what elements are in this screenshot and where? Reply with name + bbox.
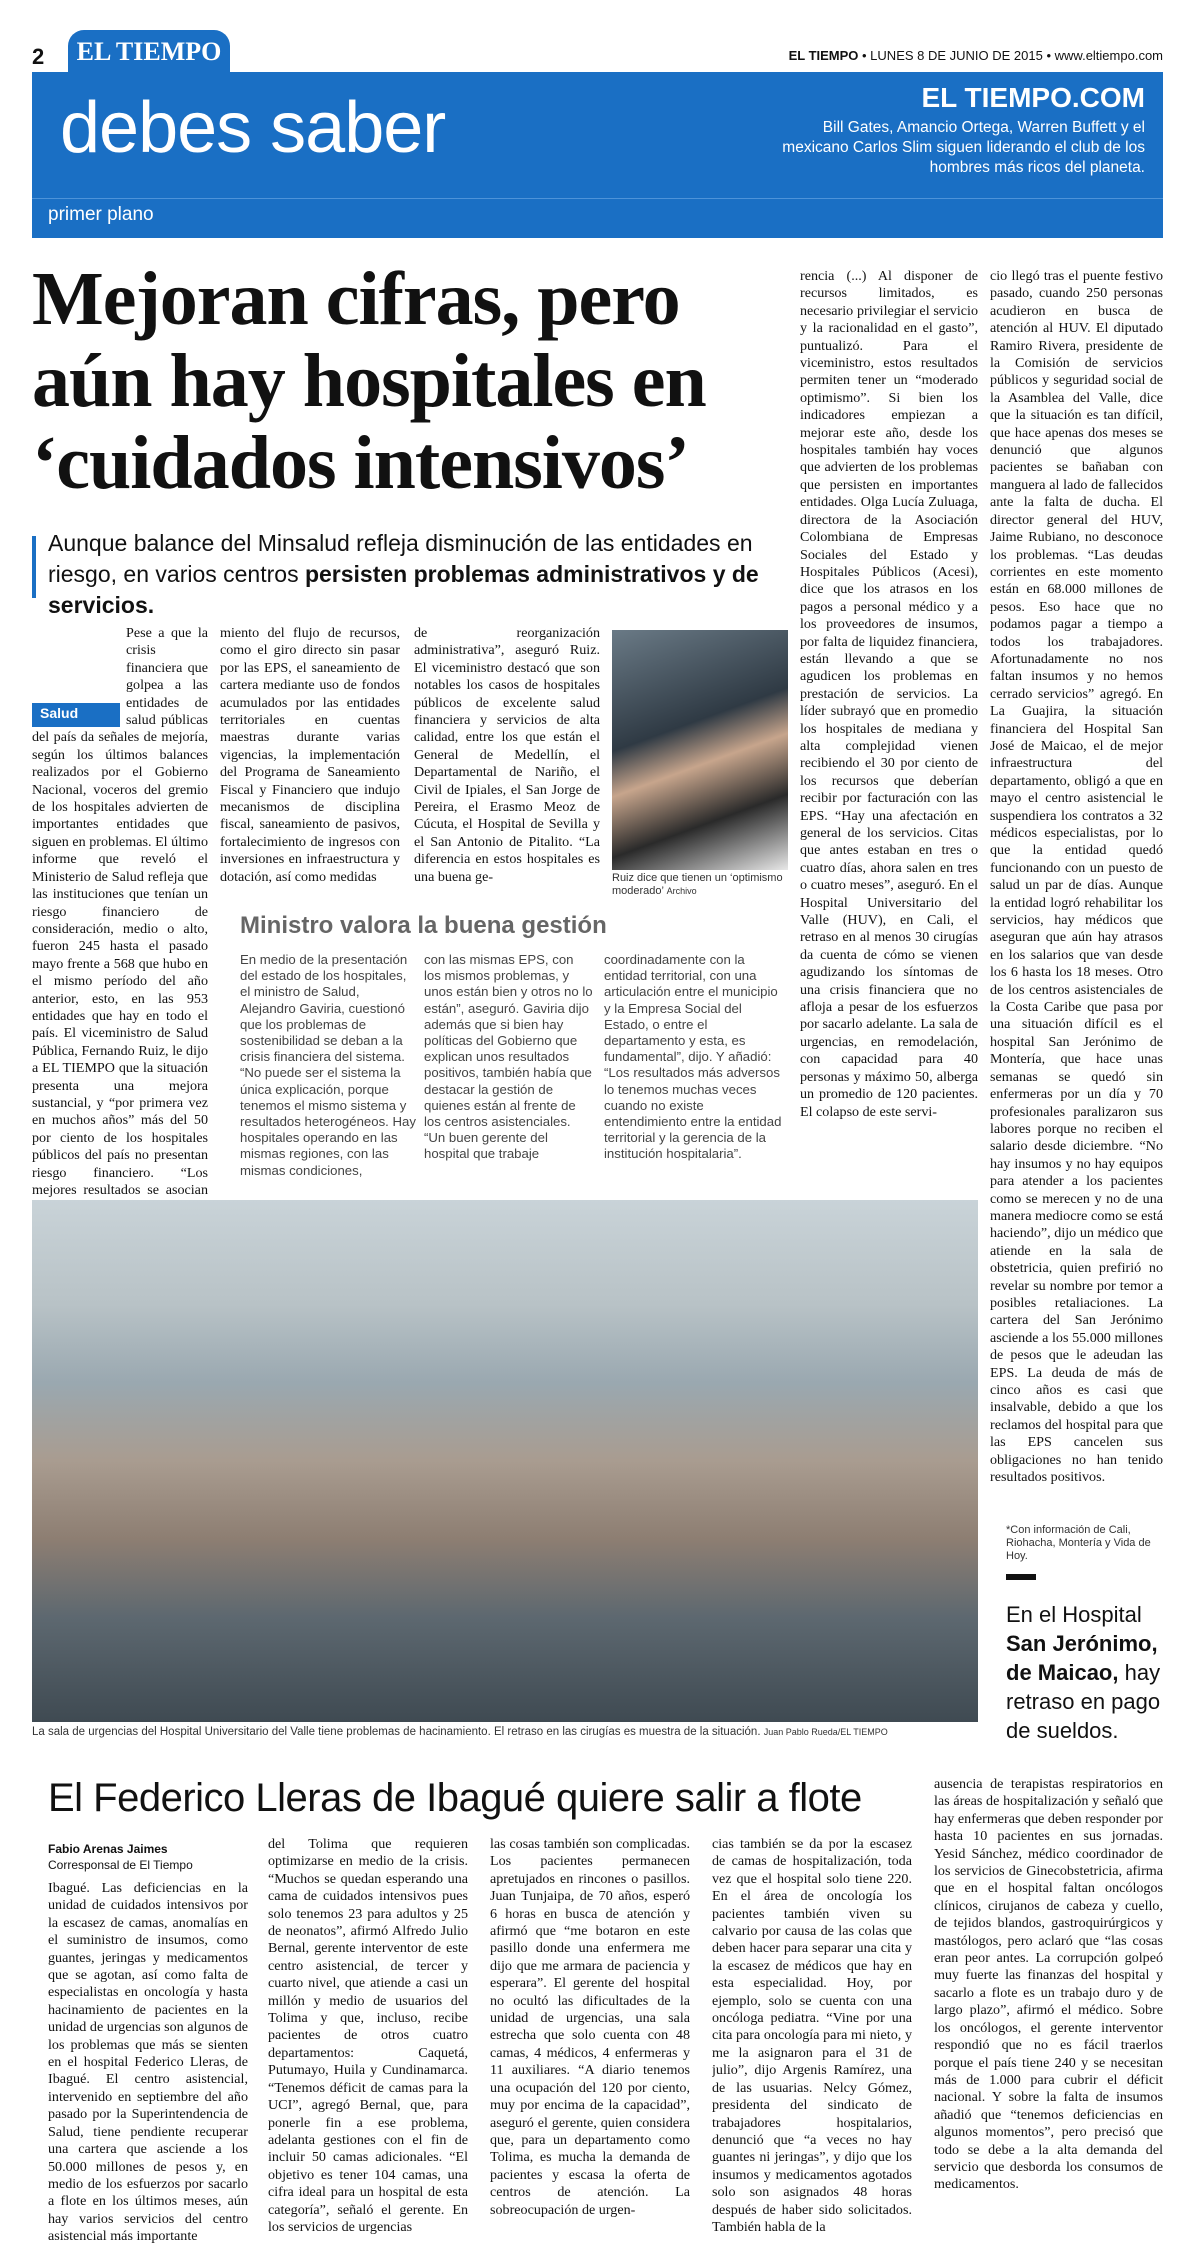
- subsection-band: [32, 198, 1163, 238]
- site-name: EL TIEMPO.COM: [921, 82, 1145, 113]
- caption-credit: Archivo: [666, 886, 697, 896]
- main-headline: Mejoran cifras, pero aún hay hospitales en ‘cuidados intensivos’: [32, 257, 706, 505]
- second-headline: El Federico Lleras de Ibagué quiere salir a flote: [48, 1776, 862, 1820]
- article-col-2: miento del flujo de recursos, como el giro directo sin pasar por las EPS, el saneamiento de cartera mediante uso de fondos acumulados por las entidades territoriales en cuentas maestras durante varias vigencias, la implementación del Programa de Saneamiento Fiscal y Financiero que indujo mecanismos de disciplina fiscal, saneamiento de pasivos, fortalecimiento de ingresos con inversiones en infraestructura y dotación, así como medidas: [220, 625, 400, 885]
- emergency-room-caption: [32, 1726, 978, 1738]
- byline: Fabio Arenas Jaimes: [48, 1842, 168, 1856]
- second-col-2: del Tolima que requieren optimizarse en medio de la crisis. “Muchos se quedan esperando una cama de cuidados intensivos pues solo tenemos 23 para adultos y 25 de neonatos”, afirmó Alfredo Julio Bernal, gerente interventor de este centro asistencial, de tercer y cuarto nivel, que atiende a casi un millón y medio de usuarios del Tolima y que, incluso, recibe pacientes de otros cuatro departamentos: Caquetá, Putumayo, Huila y Cundinamarca. “Tenemos déficit de camas para la UCI”, agregó Bernal, que, para ponerle fin a ese problema, adelanta gestiones con el fin de incluir 50 camas adicionales. “El objetivo es tener 104 camas, una cifra ideal para un hospital de esta categoría”, señaló el gerente. En los servicios de urgencias: [268, 1836, 468, 2235]
- article-col-3: de reorganización administrativa”, aseguró Ruiz. El viceministro destacó que son notables los casos de hospitales públicos de excelente salud financiera y servicios de alta calidad, entre los que están el General de Medellín, el Departamental de Nariño, el Civil de Ipiales, el San Jorge de Pereira, el Erasmo Meoz de Cúcuta, el Hospital de Sevilla y el San Antonio de Pitalito. “La diferencia en estos hospitales es una buena ge-: [414, 625, 600, 885]
- subsection-label: primer plano: [48, 204, 154, 225]
- deck-rule: [32, 536, 36, 598]
- deck: [48, 528, 788, 621]
- box-title: Ministro valora la buena gestión: [240, 912, 607, 939]
- col1-text: Pese a que la crisis financiera que golpea a las entidades de salud públicas del país da señales de mejoría, según los últimos balances realizados por el Gobierno Nacional, voceros del gremio de los hospitales advierten de importantes entidades que siguen en problemas. El último informe que reveló el Ministerio de Salud refleja que las instituciones que tenían un riesgo financiero de consideración, medio o alto, fueron 245 hasta el pasado mayo frente a 568 que hubo en el mismo período del año anterior, esto, en las 953 entidades que hay en todo el país. El viceministro de Salud Pública, Fernando Ruiz, le dijo a EL TIEMPO que la situación presenta una mejora sustancial, y “por primera vez en muchos años” más del 50 por ciento de los hospitales públicos del país no presentan riesgo financiero. “Los mejores resultados se asocian: [32, 625, 208, 1198]
- pull-bold: San Jerónimo, de Maicao,: [1006, 1631, 1158, 1685]
- dateline-rest: • LUNES 8 DE JUNIO DE 2015 • www.eltiempo.com: [858, 48, 1163, 63]
- second-col-5: ausencia de terapistas respiratorios en las áreas de hospitalización y señaló que hay enfermeras que deben responder por hasta 10 pacientes en sus jornadas. Yesid Sánchez, médico coordinador de los servicios de Ginecobstetricia, afirma que en el hospital faltan oncólogos clínicos, cirujanos de cabeza y cuello, de tejidos blandos, gastroquirúrgicos y mastólogos, pero aclaró que “las cosas eran peor antes. La corrupción golpeó muy fuerte las finanzas del hospital y sacarlo a flote es un trabajo duro y de largo plazo”, afirmó el médico. Sobre los oncólogos, el gerente interventor respondió que no es fácil traerlos porque el país tiene 240 y se necesitan más de 1.000 para cubrir el déficit nacional. Y sobre la falta de insumos añadió que “tenemos deficiencias en algunos momentos”, pero precisó que todo se debe a la alta demanda del servicio que desborda los consumos de medicamentos.: [934, 1776, 1163, 2193]
- big-caption-credit: Juan Pablo Rueda/EL TIEMPO: [763, 1727, 888, 1737]
- caption-text: Ruiz dice que tienen un ‘optimismo moderado’: [612, 872, 783, 897]
- section-title: debes saber: [60, 88, 446, 168]
- deck-plain: Aunque balance del Minsalud refleja disminución de las entidades en riesgo, en varios centros: [48, 530, 753, 587]
- minister-photo: [612, 630, 788, 870]
- minister-photo-caption: [612, 872, 788, 898]
- brand-tab: EL TIEMPO: [68, 30, 230, 72]
- pull-quote: [1006, 1600, 1166, 1745]
- pull-quote-rule: [1006, 1574, 1036, 1580]
- box-col-3: coordinadamente con la entidad territorial, con una articulación entre el municipio y la Empresa Social del Estado, o entre el departamento y esta, es fundamental”, dijo. Y añadió: “Los resultados más adversos lo tenemos muchas veces cuando no existe entendimiento entre la entidad territorial y la gerencia de la institución hospitalaria”.: [604, 952, 782, 1162]
- dateline-paper: EL TIEMPO: [788, 48, 859, 63]
- pull-plain-2: hay retraso en pago de sueldos.: [1006, 1660, 1161, 1743]
- pull-plain-1: En el Hospital: [1006, 1602, 1142, 1627]
- article-col-1: [32, 625, 208, 1217]
- big-caption-text: La sala de urgencias del Hospital Universitario del Valle tiene problemas de hacinamiento. El retraso en las cirugías es muestra de la situación.: [32, 1726, 761, 1738]
- box-col-2: con las mismas EPS, con los mismos problemas, y unos están bien y otros no lo están”, aseguró. Gaviria dijo además que si bien hay políticas del Gobierno que explican unos resultados positivos, también había que destacar la gestión de quienes están al frente de los centros asistenciales. “Un buen gerente del hospital que trabaje: [424, 952, 593, 1162]
- page-number: 2: [32, 44, 45, 69]
- promo-text: Bill Gates, Amancio Ortega, Warren Buffett y el mexicano Carlos Slim siguen liderando el club de los hombres más ricos del planeta.: [782, 119, 1145, 176]
- emergency-room-photo: [32, 1200, 978, 1722]
- article-col-5: cio llegó tras el puente festivo pasado, cuando 250 personas acudieron en busca de atención al HUV. El diputado Ramiro Rivera, presidente de la Comisión de servicios públicos y seguridad social de la Asamblea del Valle, dice que la situación es tan difícil, que hace apenas dos meses se denunció que algunos pacientes se bañaban con manguera al lado de fallecidos ante la falta de ducha. El director general del HUV, Jaime Rubiano, no desconoce los problemas. “Las deudas corrientes en este momento están en 68.000 millones de pesos. Eso hace que no podamos pagar a tiempo a todos los trabajadores. Afortunadamente no nos faltan insumos y no hemos cerrado servicios” agregó. En La Guajira, la situación financiera del Hospital San José de Maicao, el de mejor infraestructura del departamento, obligó a que en mayo el centro asistencial le suspendiera los contratos a 32 médicos especialistas, por lo que la entidad quedó funcionando con un puesto de salud un par de días. Aunque la entidad logró rehabilitar los servicios, hay médicos que aseguran que aún hay atrasos en los salarios que van desde los 6 hasta los 18 meses. Otro de los centros asistenciales de la Costa Caribe que pasa por una situación difícil es el hospital San Jerónimo de Montería, que hace unas semanas se quedó sin enfermeras por un día y 70 profesionales paralizaron sus labores porque no reciben el salario desde diciembre. “No hay insumos y no hay equipos para atender a los pacientes como se merecen y no de una manera mediocre como se está haciendo”, dijo un médico que atiende en la sala de obstetricia, quien prefirió no revelar su nombre por temor a posibles retaliaciones. La cartera del San Jerónimo asciende a los 55.000 millones de pesos que le adeudan las EPS. La deuda de más de cinco años es casi que insalvable, debido a que los reclamos del hospital para que las EPS cancelen sus obligaciones no han tenido resultados positivos.: [990, 268, 1163, 1486]
- box-col-1: En medio de la presentación del estado de los hospitales, el ministro de Salud, Alejandro Gaviria, cuestionó que los problemas de sostenibilidad se deban a la crisis financiera del sistema. “No puede ser el sistema la única explicación, porque tenemos el mismo sistema y resultados heterogéneos. Hay hospitales operando en las mismas regiones, con las mismas condiciones,: [240, 952, 416, 1178]
- section-tag: Salud: [32, 703, 120, 727]
- second-col-4: cias también se da por la escasez de camas de hospitalización, toda vez que el hospital solo tiene 220. En el área de oncología los pacientes también viven su calvario por causa de las colas que deben hacer para separar una cita y la escasez de médicos que hay en esta especialidad. Hoy, por ejemplo, solo se cuenta con una oncóloga pediatra. “Vine por una cita para oncología para mi nieto, y me la asignaron para el 31 de julio”, dijo Argenis Ramírez, una de las usuarias. Nelcy Gómez, presidenta del sindicato de trabajadores hospitalarios, denunció que “a veces no hay guantes ni jeringas”, y dijo que los insumos y medicamentos agotados solo son asignados 48 horas después de haber sido solicitados. También habla de la: [712, 1836, 912, 2235]
- deck-bold: persisten problemas administrativos y de servicios.: [48, 561, 759, 618]
- dateline: [789, 48, 1163, 63]
- article-col-4: rencia (...) Al disponer de recursos limitados, es necesario privilegiar el servicio y la racionalidad en el gasto”, puntualizó. Para el viceministro, estos resultados permiten tener un “moderado optimismo”. Si bien los indicadores empiezan a mejorar este año, desde los hospitales también hay voces que advierten de los problemas que persisten en importantes entidades. Olga Lucía Zuluaga, directora de la Asociación Colombiana de Empresas Sociales del Estado y Hospitales Públicos (Acesi), dice que los atrasos en los pagos a personal médico y a los proveedores de insumos, por falta de liquidez financiera, están llevando a que se agudicen los problemas en prestación de servicios. La líder subrayó que en promedio los hospitales de mediana y alta complejidad vienen recibiendo el 30 por ciento de los recursos que deberían recibir por facturación con las EPS. “Hay una afectación en general de los servicios. Citas que antes estaban en tres o cuatro días, ahora salen en tres o cuatro meses”, aseguró. En el Hospital Universitario del Valle (HUV), en Cali, el retraso en al menos 30 cirugías da cuenta de cómo se vienen agudizando los síntomas de una crisis financiera que no afloja a pesar de los esfuerzos por sacarlo adelante. La sala de urgencias, en remodelación, con capacidad para 40 personas y máximo 50, alberga un promedio de 120 pacientes. El colapso de este servi-: [800, 268, 978, 1120]
- second-col-3: las cosas también son complicadas. Los pacientes permanecen apretujados en rincones o pasillos. Juan Tunjaipa, de 70 años, esperó 6 horas en busca de atención y afirmó que “me botaron en este pasillo donde una enfermera me dijo que me armara de paciencia y esperara”. El gerente del hospital no ocultó las dificultades de la unidad de urgencias, una sala estrecha que solo cuenta con 48 camas, 4 médicos, 4 enfermeras y 11 auxiliares. “A diario tenemos una ocupación del 120 por ciento, muy por encima de la capacidad”, aseguró el gerente, quien considera que, para un departamento como Tolima, es mucha la demanda de pacientes y escasa la oferta de centros de atención. La sobreocupación de urgen-: [490, 1836, 690, 2218]
- second-col-1: Ibagué. Las deficiencias en la unidad de cuidados intensivos por la escasez de camas, anomalías en el suministro de insumos, como guantes, jeringas y medicamentos que se agotan, así como falta de especialistas en oncología y hasta hacinamiento de pacientes en la unidad de urgencias son algunos de los problemas que más se sienten en el hospital Federico Lleras, de Ibagué. El centro asistencial, intervenido en septiembre del año pasado por la Superintendencia de Salud, tiene pendiente recuperar una cartera que asciende a los 50.000 millones de pesos y, en medio de los esfuerzos por sacarlo a flote en los últimos meses, aún hay varios servicios del centro asistencial más importante: [48, 1880, 248, 2245]
- byline-role: Corresponsal de El Tiempo: [48, 1858, 193, 1872]
- credit-note: *Con información de Cali, Riohacha, Montería y Vida de Hoy.: [1006, 1524, 1151, 1562]
